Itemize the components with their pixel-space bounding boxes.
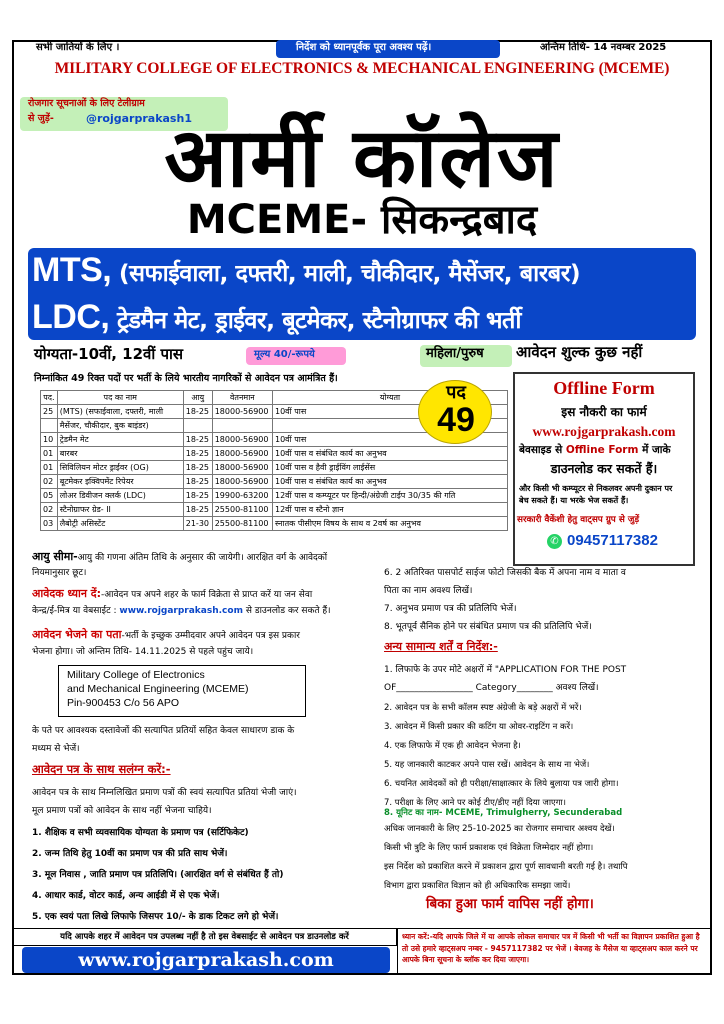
- table-cell: 19900-63200: [212, 489, 272, 503]
- list-item: 2. आवेदन पत्र के सभी कॉलम स्पष्ट अंग्रेजी के बड़े अक्षरों में भरें।: [384, 703, 582, 713]
- telegram-line2: से जुड़ें-: [28, 113, 54, 124]
- table-cell: [183, 419, 212, 433]
- table-cell: 18-25: [183, 489, 212, 503]
- invite-text: निम्नांकित 49 रिक्त पदों पर भर्ती के लिये भारतीय नागरिकों से आवेदन पत्र आमंत्रित हैं।: [34, 373, 338, 384]
- list-item: 3. आवेदन में किसी प्रकार की कटिंग या ओवर-राइटिंग न करें।: [384, 722, 574, 732]
- table-cell: 12वीं पास व कम्प्यूटर पर हिन्दी/अंग्रेजी टाईप 30/35 की गति: [273, 489, 508, 503]
- table-cell: 18-25: [183, 447, 212, 461]
- col-header: आयु: [183, 391, 212, 405]
- subtitle: MCEME- सिकन्द्रबाद: [186, 197, 538, 243]
- telegram-line1: रोजगार सूचनाओं के लिए टेलीग्राम: [28, 98, 145, 109]
- whatsapp-icon: ✆: [547, 534, 562, 549]
- addr-line1: Military College of Electronics: [67, 669, 205, 681]
- col-header: योग्यता: [273, 391, 508, 405]
- list-item: इस निर्देश को प्रकाशित करने में प्रकाशन द्वारा पूर्ण सावधानी बरती गई है। तथापि: [384, 862, 628, 872]
- table-cell: 21-30: [183, 517, 212, 531]
- table-cell: 10वीं पास व संबंधित कार्य का अनुभव: [273, 475, 508, 489]
- table-cell: 18000-56900: [212, 447, 272, 461]
- price-badge: [246, 347, 346, 365]
- table-cell: मैसेंजर, चौकीदार, बुक बाइंडर): [57, 419, 183, 433]
- table-cell: 18-25: [183, 475, 212, 489]
- table-row: [41, 489, 508, 503]
- table-cell: 25: [41, 405, 58, 419]
- notice-banner-text: निर्देश को ध्यानपूर्वक पूरा अवश्य पढ़ें।: [296, 42, 432, 53]
- table-cell: 18-25: [183, 433, 212, 447]
- attention-website-link[interactable]: www.rojgarprakash.com: [119, 606, 243, 616]
- table-cell: लोअर डिवीजन क्लर्क (LDC): [57, 489, 183, 503]
- table-cell: स्टैनोग्राफर ग्रेड- II: [57, 503, 183, 517]
- download-line: यदि आपके शहर में आवेदन पत्र उपलब्ध नहीं है तो इस वेबसाईट से आवेदन पत्र डाउनलोड करें: [12, 928, 397, 946]
- telegram-handle[interactable]: @rojgarprakash1: [86, 112, 192, 125]
- gender-text: महिला/पुरुष: [426, 346, 484, 361]
- list-item: 3. मूल निवास , जाति प्रमाण पत्र प्रतिलिपि। (आरक्षित वर्ग से संबंधित हैं तो): [32, 870, 284, 880]
- table-cell: 01: [41, 447, 58, 461]
- table-cell: 18000-56900: [212, 475, 272, 489]
- addr-line2: and Mechanical Engineering (MCEME): [67, 683, 249, 695]
- table-cell: बारबर: [57, 447, 183, 461]
- attach-intro2: मूल प्रमाण पत्रों को आवेदन के साथ नहीं भेजना चाहिये।: [32, 806, 212, 816]
- offline-line6: सरकारी वैकेंशी हेतु वाट्सप ग्रुप से जुड़ें: [517, 515, 640, 525]
- last-date: अन्तिम तिथि- 14 नवम्बर 2025: [540, 42, 667, 53]
- table-cell: 18000-56900: [212, 433, 272, 447]
- col-header: पद.: [41, 391, 58, 405]
- table-cell: ट्रेडमैन मेट: [57, 433, 183, 447]
- posts-line1: MTS, (सफाईवाला, दफ्तरी, माली, चौकीदार, मैसेंजर, बारबर): [32, 251, 581, 289]
- price-text: मूल्य 40/-रूपये: [254, 349, 315, 360]
- attach-item6a: 6. 2 अतिरिक्त पासपोर्ट साईज फोटो जिसकी बैक में अपना नाम व माता व: [384, 568, 626, 578]
- attention-line2: केन्द्र/ई-मित्र या वेबसाईट : www.rojgarprakash.com से डाउनलोड कर सकते हैं।: [32, 606, 331, 616]
- table-cell: 02: [41, 503, 58, 517]
- post-badge-count: 49: [437, 401, 475, 439]
- list-item: 5. यह जानकारी काटकर अपने पास रखें। आवेदन के साथ ना भेजें।: [384, 760, 590, 770]
- table-cell: 10वीं पास व संबंधित कार्य का अनुभव: [273, 447, 508, 461]
- table-cell: स्नातक पीसीएम विषय के साथ व 2वर्ष का अनुभव: [273, 517, 508, 531]
- age-section: आयु सीमा-आयु की गणना अंतिम तिथि के अनुसार की जायेगी। आरक्षित वर्ग के आवेदकों: [32, 550, 328, 563]
- table-row: [41, 503, 508, 517]
- table-cell: 02: [41, 475, 58, 489]
- col-header: पद का नाम: [57, 391, 183, 405]
- table-cell: 18-25: [183, 503, 212, 517]
- table-cell: 18-25: [183, 405, 212, 419]
- terms-1a: 1. लिफाफे के उपर मोटे अक्षरों में "APPLICATION FOR THE POST: [384, 665, 627, 675]
- posts-line2: LDC, ट्रेडमैन मेट, ड्राईवर, बूटमेकर, स्टैनोग्राफर की भर्ती: [32, 298, 521, 336]
- offline-line3: डाउनलोड कर सकतें हैं।: [550, 461, 658, 476]
- table-row: [41, 461, 508, 475]
- list-item: 7. परीक्षा के लिए आने पर कोई टीए/डीए नहीं दिया जाएगा।: [384, 798, 566, 808]
- table-cell: 25500-81100: [212, 503, 272, 517]
- table-cell: बूटमेकर इक्विपमेंट रिपेयर: [57, 475, 183, 489]
- table-cell: [212, 419, 272, 433]
- attach-item8: 8. भूतपूर्व सैनिक होने पर संबंधित प्रमाण पत्र की प्रतिलिपि भेजें।: [384, 622, 592, 632]
- table-row: [41, 475, 508, 489]
- main-title: आर्मी कॉलेज: [164, 111, 560, 206]
- whatsapp-phone[interactable]: 09457117382: [567, 532, 658, 549]
- address-after2: मध्यम से भेजें।: [32, 744, 80, 754]
- post-count-badge: [418, 380, 492, 444]
- table-cell: 01: [41, 461, 58, 475]
- table-cell: 10वीं पास: [273, 405, 508, 419]
- table-row: [41, 447, 508, 461]
- attach-item6b: पिता का नाम अवश्य लिखें।: [384, 586, 473, 596]
- note-box: ध्यान करें:-यदि आपके जिले में या आपके लोकल समाचार पत्र में किसी भी भर्ती का विज्ञापन प्रकाशित हुआ है तो उसे हमारे व्हाट्सअप नम्बर - 9457117382 पर भेजें । बेवजह के मैसेज या व्हाट्सअप काल करने पर आपके बिना सूचना के ब्लॉक कर दिया जाएगा।: [397, 928, 712, 974]
- offline-form-box: [513, 372, 695, 566]
- terms-heading: अन्य सामान्य शर्तें व निर्देश:-: [384, 640, 498, 653]
- footer-website-link[interactable]: www.rojgarprakash.com: [22, 947, 390, 973]
- table-cell: 18000-56900: [212, 461, 272, 475]
- address-after1: के पते पर आवश्यक दस्तावेजों की सत्यापित प्रतियों सहित केवल साधारण डाक के: [32, 726, 295, 736]
- col-header: वेतनमान: [212, 391, 272, 405]
- attach-intro1: आवेदन पत्र के साथ निम्नलिखित प्रमाण पत्रों की स्वयं सत्यापित प्रतियां भेजी जाएं।: [32, 788, 297, 798]
- address-line1: आवेदन भेजने का पता-भर्ती के इच्छुक उम्मीदवार अपने आवेदन पत्र इस प्रकार: [32, 628, 300, 641]
- list-item: 4. एक लिफाफे में एक ही आवेदन भेजना है।: [384, 741, 521, 751]
- table-cell: 18000-56900: [212, 405, 272, 419]
- postal-address-box: [58, 665, 306, 717]
- table-cell: 03: [41, 517, 58, 531]
- list-item: 2. जन्म तिथि हेतु 10वीं का प्रमाण पत्र की प्रति साथ भेजें।: [32, 849, 228, 859]
- sold-notice: बिका हुआ फार्म वापिस नहीं होगा।: [426, 896, 594, 912]
- offline-line5: बेच सकते हैं। या भरके भेज सकतें हैं।: [519, 496, 629, 505]
- table-cell: 10वीं पास: [273, 433, 508, 447]
- all-castes-text: सभी जातियों के लिए ।: [36, 42, 120, 53]
- table-cell: 10वीं पास व हैवी ड्राईविंग लाईसेंस: [273, 461, 508, 475]
- offline-website-link[interactable]: www.rojgarprakash.com: [532, 424, 676, 439]
- table-cell: 05: [41, 489, 58, 503]
- terms-1b: OF_________________ Category________ अवश्य लिखें।: [384, 683, 599, 693]
- attach-heading: आवेदन पत्र के साथ सलंग्न करें:-: [32, 762, 171, 776]
- table-cell: 12वीं पास व स्टैनो ज्ञान: [273, 503, 508, 517]
- address-line2: भेजना होगा। जो अन्तिम तिथि- 14.11.2025 से पहले पहुंच जाये।: [32, 647, 254, 657]
- post-badge-label: पद: [446, 382, 466, 403]
- posts-banner: [28, 248, 696, 340]
- offline-line2: बेवसाइड से Offline Form में जाके: [519, 444, 671, 456]
- list-item: 4. आधार कार्ड, वोटर कार्ड, अन्य आईडी में से एक भेजें।: [32, 891, 220, 901]
- table-cell: लैबोट्री असिस्टेंट: [57, 517, 183, 531]
- attention-line1: आवेदक ध्यान दें:-आवेदन पत्र अपने शहर के फार्म विक्रेता से प्राप्त करें या जन सेवा: [32, 587, 313, 600]
- list-item: किसी भी त्रुटि के लिए फार्म प्रकाशक एवं विक्रेता जिम्मेदार नहीं होगा।: [384, 843, 594, 853]
- table-cell: [41, 419, 58, 433]
- offline-line1: इस नौकरी का फार्म: [561, 405, 647, 419]
- gender-badge: [420, 345, 512, 367]
- list-item: विभाग द्वारा प्रकाशित विज्ञान को ही अधिकारिक समझा जायें।: [384, 881, 571, 891]
- college-name: MILITARY COLLEGE OF ELECTRONICS & MECHANICAL ENGINEERING (MCEME): [54, 60, 670, 77]
- table-cell: 18-25: [183, 461, 212, 475]
- attach-item7: 7. अनुभव प्रमाण पत्र की प्रतिलिपि भेजें।: [384, 604, 517, 614]
- list-item: 5. एक स्वयं पता लिखे लिफाफे जिसपर 10/- के डाक टिकट लगे हो भेजें।: [32, 912, 279, 922]
- list-item: 1. शैक्षिक व सभी व्यवसायिक योग्यता के प्रमाण पत्र (सर्टिफिकेट): [32, 828, 249, 838]
- table-cell: (MTS) (सफाईवाला, दफ्तरी, माली: [57, 405, 183, 419]
- unit-name: 8. यूनिट का नाम- MCEME, Trimulgherry, Secunderabad: [384, 808, 623, 818]
- age-text2: नियमानुसार छूट।: [32, 568, 87, 578]
- list-item: 6. चयनित आवेदकों को ही परीक्षा/साक्षात्कार के लिये बुलाया पत्र जारी होगा।: [384, 779, 619, 789]
- fee-text: आवेदन शुल्क कुछ नहीं: [516, 343, 643, 361]
- list-item: अधिक जानकारी के लिए 25-10-2025 का रोजगार समाचार अश्वय देखें।: [384, 824, 615, 834]
- addr-line3: Pin-900453 C/o 56 APO: [67, 697, 180, 709]
- table-cell: सिविलियन मोटर ड्राईवर (OG): [57, 461, 183, 475]
- offline-line4: और किसी भी कम्प्यूटर से निकलवर अपनी दुकान पर: [519, 484, 673, 493]
- table-cell: 25500-81100: [212, 517, 272, 531]
- table-row: [41, 517, 508, 531]
- offline-title: Offline Form: [553, 378, 655, 398]
- table-cell: 10: [41, 433, 58, 447]
- notice-banner: [276, 40, 500, 58]
- qualification: योग्यता-10वीं, 12वीं पास: [34, 345, 184, 363]
